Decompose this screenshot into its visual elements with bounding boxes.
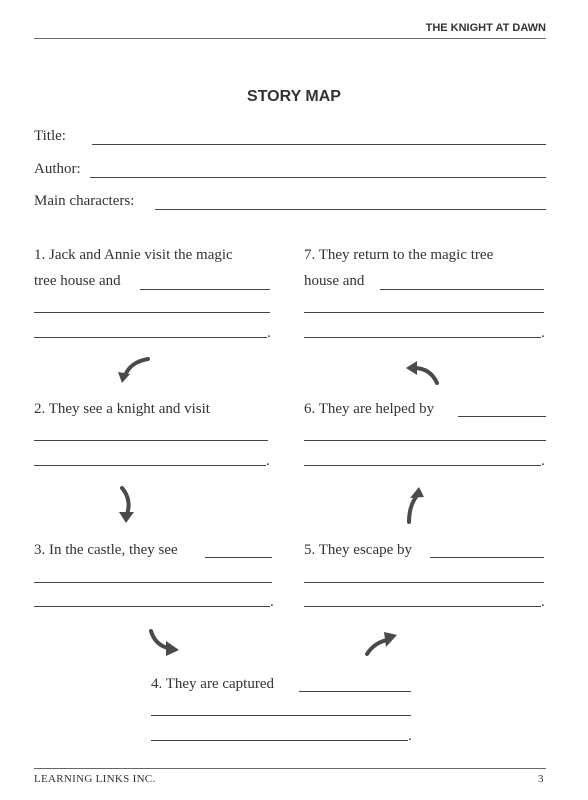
step-1-answer-1[interactable] xyxy=(140,289,270,290)
step-3-answer-1[interactable] xyxy=(205,557,272,558)
step-4-period: . xyxy=(408,728,412,744)
title-field[interactable] xyxy=(92,144,546,145)
step-4-answer-1[interactable] xyxy=(299,691,411,692)
step-7-answer-1[interactable] xyxy=(380,289,544,290)
step-7-answer-2[interactable] xyxy=(304,312,544,313)
header-rule xyxy=(34,38,546,39)
step-3-answer-2[interactable] xyxy=(34,582,272,583)
step-3-answer-3[interactable] xyxy=(34,606,270,607)
author-label: Author: xyxy=(34,161,81,177)
curved-arrow-icon xyxy=(146,626,184,658)
step-2-answer-2[interactable] xyxy=(34,465,266,466)
curved-arrow-icon xyxy=(402,358,442,388)
step-3-period: . xyxy=(270,594,274,610)
step-5-period: . xyxy=(541,594,545,610)
step-5-answer-3[interactable] xyxy=(304,606,541,607)
step-4-answer-2[interactable] xyxy=(151,715,411,716)
step-7-line-1: 7. They return to the magic tree xyxy=(304,247,494,263)
step-3-line-1: 3. In the castle, they see xyxy=(34,542,178,558)
main-characters-field[interactable] xyxy=(155,209,546,210)
step-5-answer-1[interactable] xyxy=(430,557,544,558)
step-7-period: . xyxy=(541,325,545,341)
step-2-answer-1[interactable] xyxy=(34,440,268,441)
main-characters-label: Main characters: xyxy=(34,193,135,209)
page-title: STORY MAP xyxy=(247,88,341,105)
step-6-answer-3[interactable] xyxy=(304,465,541,466)
step-7-line-2: house and xyxy=(304,273,365,289)
title-label: Title: xyxy=(34,128,66,144)
curved-arrow-icon xyxy=(114,354,154,386)
curved-arrow-icon xyxy=(112,484,142,526)
step-5-line-1: 5. They escape by xyxy=(304,542,413,558)
step-4-line-1: 4. They are captured xyxy=(151,676,274,692)
step-6-answer-1[interactable] xyxy=(458,416,546,417)
footer-rule xyxy=(34,768,546,769)
curved-arrow-icon xyxy=(362,628,402,660)
step-2-period: . xyxy=(266,453,270,469)
step-7-answer-3[interactable] xyxy=(304,337,541,338)
step-6-period: . xyxy=(541,453,545,469)
step-1-answer-3[interactable] xyxy=(34,337,267,338)
curved-arrow-icon xyxy=(400,484,430,526)
step-6-line-1: 6. They are helped by xyxy=(304,401,435,417)
step-1-line-2: tree house and xyxy=(34,273,121,289)
step-2-line-1: 2. They see a knight and visit xyxy=(34,401,210,417)
footer-page-number: 3 xyxy=(538,773,544,785)
author-field[interactable] xyxy=(90,177,546,178)
step-1-answer-2[interactable] xyxy=(34,312,270,313)
step-1-line-1: 1. Jack and Annie visit the magic xyxy=(34,247,233,263)
step-5-answer-2[interactable] xyxy=(304,582,544,583)
step-1-period: . xyxy=(267,325,271,341)
header-book-title: THE KNIGHT AT DAWN xyxy=(425,22,546,34)
footer-publisher: LEARNING LINKS INC. xyxy=(34,773,156,785)
step-4-answer-3[interactable] xyxy=(151,740,408,741)
step-6-answer-2[interactable] xyxy=(304,440,546,441)
